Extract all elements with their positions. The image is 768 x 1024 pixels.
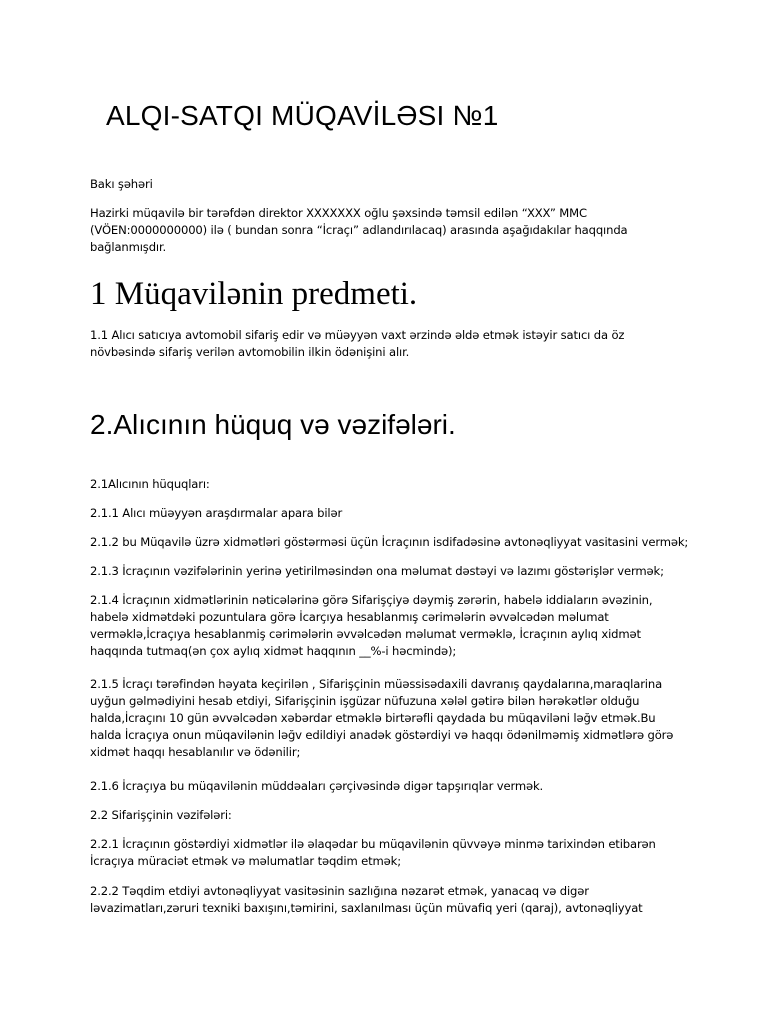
section-2-heading: 2.Alıcının hüquq və vəzifələri.	[90, 409, 456, 440]
clause-2-1-3: 2.1.3 İcraçının vəzifələrinin yerinə yetirilməsindən ona məlumat dəstəyi və lazımı göstərişlər vermək;	[90, 564, 664, 578]
city-line: Bakı şəhəri	[90, 177, 153, 191]
clause-2-1-5: 2.1.5 İcraçı tərəfindən həyata keçirilən , Sifarişçinin müəssisədaxili davranış qaydalarına,maraqlarina uyğun gəlmədiyini hesab etdiyi, Sifarişçinin işgüzar nüfuzuna xələl gətirə bilən hərəkətlər olduğu halda,İcraçını 10 gün əvvəlcədən xəbərdar etməklə birtərəfli qaydada bu müqaviləni ləğv etmək.Bu halda İcraçıya onun müqavilənin ləğv edildiyi anadək göstərdiyi və haqqı ödənilməmiş xidmətlərə görə xidmət haqqı hesablanılır və ödənilir;	[90, 677, 674, 759]
intro-paragraph: Hazirki müqavilə bir tərəfdən direktor XXXXXXX oğlu şəxsində təmsil edilən “XXX” MMC (VÖEN:0000000000) ilə ( bundan sonra “İcraçı” adlandırılacaq) arasında aşağıdakılar haqqında bağlanmışdır.	[90, 206, 628, 254]
section-1-heading: 1 Müqavilənin predmeti.	[90, 276, 418, 312]
clause-2-2-2: 2.2.2 Təqdim etdiyi avtonəqliyyat vasitəsinin sazlığına nəzarət etmək, yanacaq və digər ləvazimatları,zəruri texniki baxışını,təmirini, saxlanılması üçün müvafiq yeri (qaraj), avtonəqliyyat	[90, 884, 643, 915]
clause-1-1: 1.1 Alıcı satıcıya avtomobil sifariş edir və müəyyən vaxt ərzində əldə etmək istəyir satıcı da öz növbəsində sifariş verilən avtomobilin ilkin ödənişini alır.	[90, 328, 625, 359]
clause-2-1-1: 2.1.1 Alıcı müəyyən araşdırmalar apara bilər	[90, 506, 343, 520]
clause-2-1-2: 2.1.2 bu Müqavilə üzrə xidmətləri göstərməsi üçün İcraçının isdifadəsinə avtonəqliyyat vasitasini vermək;	[90, 535, 689, 549]
document-title: ALQI-SATQI MÜQAVİLƏSI №1	[106, 100, 499, 131]
clause-2-1: 2.1Alıcının hüquqları:	[90, 477, 210, 491]
clause-2-2: 2.2 Sifarişçinin vəzifələri:	[90, 808, 232, 822]
clause-2-2-1: 2.2.1 İcraçının göstərdiyi xidmətlər ilə əlaqədar bu müqavilənin qüvvəyə minmə tarixindən etibarən İcraçıya müraciət etmək və məlumatlar təqdim etmək;	[90, 837, 656, 868]
clause-2-1-4: 2.1.4 İcraçının xidmətlərinin nəticələrinə görə Sifarişçiyə dəymiş zərərin, habelə iddiaların əvəzinin, habelə xidmətdəki pozuntulara görə İcarçıya hesablanmış cərimələrin əvvəlcədən məlumat verməklə,İcraçıya hesablanmiş cərimələrin əvvəlcədən məlumat verməklə, İcraçının aylıq xidmət haqqında tutmaq(ən çox aylıq xidmət haqqının __%-i həcmində);	[90, 593, 653, 658]
clause-2-1-6: 2.1.6 İcraçıya bu müqavilənin müddəaları çərçivəsində digər tapşırıqlar vermək.	[90, 779, 544, 793]
